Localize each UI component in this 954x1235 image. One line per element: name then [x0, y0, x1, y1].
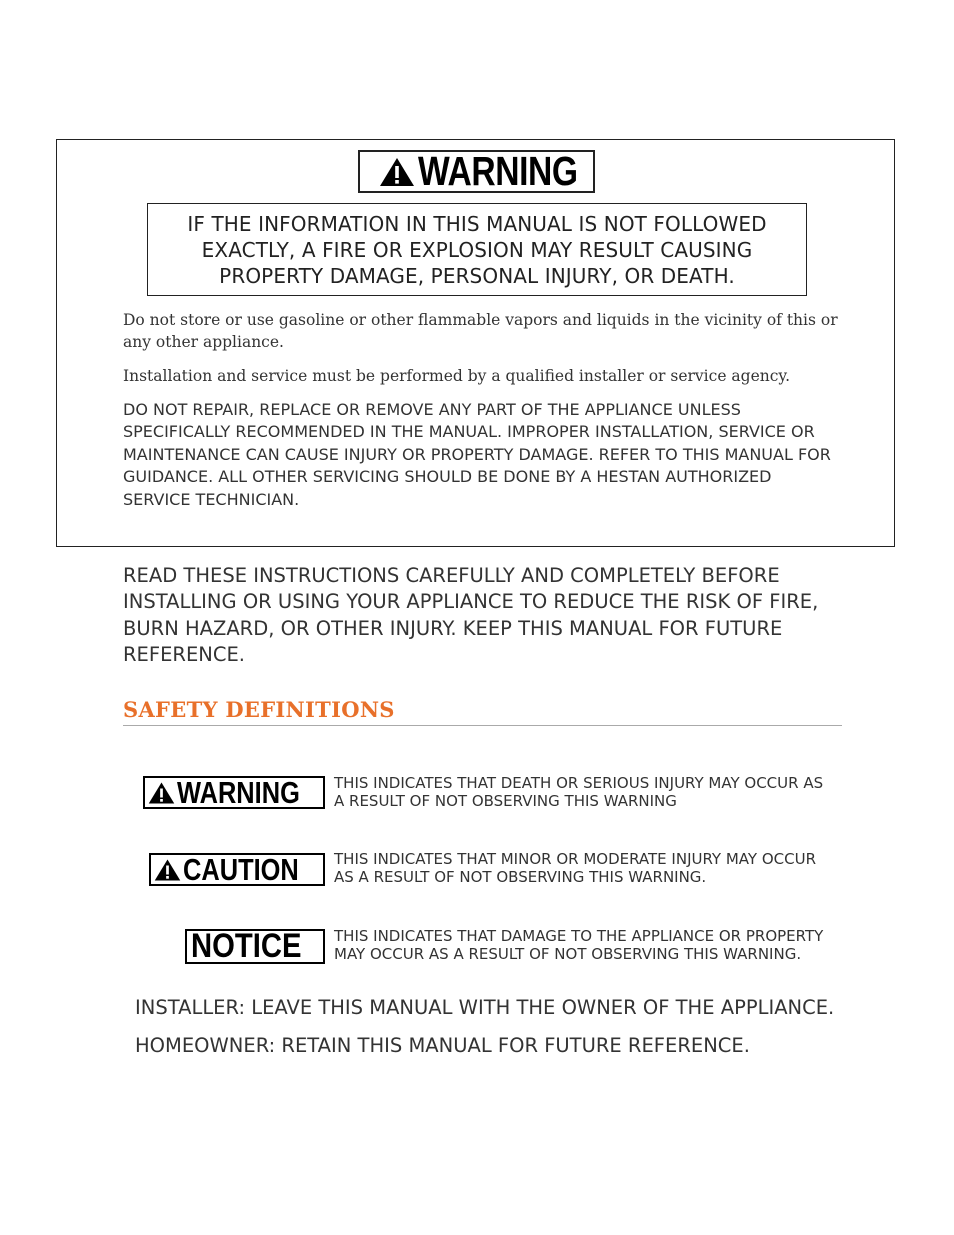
warning-triangle-icon [379, 157, 415, 187]
definition-warning-text: THIS INDICATES THAT DEATH OR SERIOUS INJURY MAY OCCUR AS A RESULT OF NOT OBSERVING THIS WARNING [334, 774, 824, 810]
warning-headline: IF THE INFORMATION IN THIS MANUAL IS NOT FOLLOWED EXACTLY, A FIRE OR EXPLOSION MAY RESULT CAUSING PROPERTY DAMAGE, PERSONAL INJURY, OR DEATH. [187, 211, 767, 288]
definition-caution-text: THIS INDICATES THAT MINOR OR MODERATE INJURY MAY OCCUR AS A RESULT OF NOT OBSERVING THIS WARNING. [334, 850, 816, 886]
definition-warning-badge [143, 776, 325, 809]
warning-headline-box [147, 203, 807, 296]
section-divider [123, 725, 842, 726]
definition-notice-text: THIS INDICATES THAT DAMAGE TO THE APPLIANCE OR PROPERTY MAY OCCUR AS A RESULT OF NOT OBSERVING THIS WARNING. [334, 927, 824, 963]
warning-triangle-icon [154, 858, 181, 882]
definition-warning-label: WARNING [177, 776, 300, 809]
definition-caution-badge [149, 853, 325, 886]
section-title: SAFETY DEFINITIONS [123, 697, 395, 722]
warning-paragraph-installation: Installation and service must be performed by a qualified installer or service agency. [123, 367, 791, 385]
installer-note: INSTALLER: LEAVE THIS MANUAL WITH THE OWNER OF THE APPLIANCE. [135, 996, 835, 1019]
homeowner-note: HOMEOWNER: RETAIN THIS MANUAL FOR FUTURE REFERENCE. [135, 1034, 750, 1057]
warning-badge [358, 150, 595, 193]
definition-notice-label: NOTICE [191, 929, 302, 964]
warning-triangle-icon [148, 781, 175, 805]
warning-badge-label: WARNING [417, 148, 578, 194]
warning-paragraph-repair: DO NOT REPAIR, REPLACE OR REMOVE ANY PART OF THE APPLIANCE UNLESS SPECIFICALLY RECOMMENDED IN THE MANUAL. IMPROPER INSTALLATION, SERVICE OR MAINTENANCE CAN CAUSE INJURY OR PROPERTY DAMAGE. REFER TO THIS MANUAL FOR GUIDANCE. ALL OTHER SERVICING SHOULD BE DONE BY A HESTAN AUTHORIZED SERVICE TECHNICIAN. [123, 400, 831, 509]
warning-paragraph-flammable: Do not store or use gasoline or other flammable vapors and liquids in the vicinity of this or any other appliance. [123, 311, 838, 351]
definition-notice-badge [185, 929, 325, 964]
read-instructions-text: READ THESE INSTRUCTIONS CAREFULLY AND COMPLETELY BEFORE INSTALLING OR USING YOUR APPLIANCE TO REDUCE THE RISK OF FIRE, BURN HAZARD, OR OTHER INJURY. KEEP THIS MANUAL FOR FUTURE REFERENCE. [123, 564, 819, 666]
definition-caution-label: CAUTION [183, 853, 299, 886]
warning-box [56, 139, 895, 547]
